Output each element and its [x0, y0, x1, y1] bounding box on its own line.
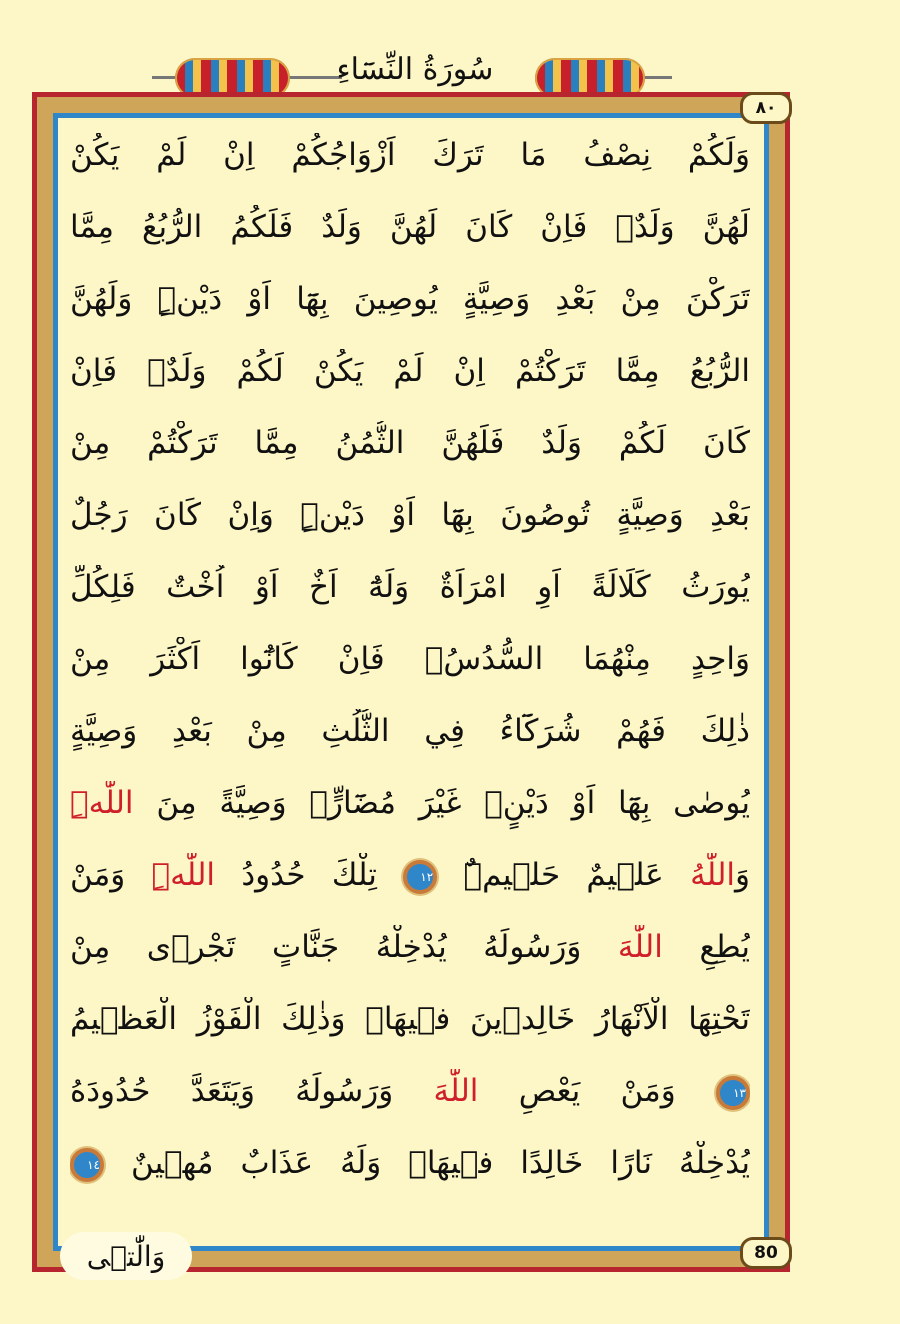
line-8: وَاحِدٍ مِنْهُمَا السُّدُسُۚ فَاِنْ كَانُٓوا اَكْثَرَ مِنْ	[70, 641, 750, 677]
line-14-text-a: وَمَنْ يَعْصِ	[478, 1073, 716, 1109]
line-11	[70, 853, 750, 905]
line-12	[70, 925, 750, 977]
divine-name: اللّٰهَ	[433, 1073, 479, 1109]
line-13: تَحْتِهَا الْاَنْهَارُ خَالِدٖينَ فٖيهَاۜ وَذٰلِكَ الْفَوْزُ الْعَظٖيمُ	[70, 1001, 750, 1037]
line-12-text-b: وَرَسُولَهُ يُدْخِلْهُ جَنَّاتٍ تَجْرٖى مِنْ	[70, 929, 618, 965]
line-10	[70, 781, 750, 833]
ayah-end-marker-icon: ١٢	[403, 860, 437, 894]
divine-name: اللّٰهِۜ	[70, 785, 134, 821]
quran-text	[70, 115, 750, 1245]
divine-name: اللّٰهَ	[617, 929, 663, 965]
ayah-end-marker-icon: ١٣	[716, 1076, 750, 1110]
line-4: الرُّبُعُ مِمَّا تَرَكْتُمْ اِنْ لَمْ يَكُنْ لَكُمْ وَلَدٌۚ فَاِنْ	[70, 353, 750, 389]
ayah-end-marker-icon: ١٤	[70, 1148, 104, 1182]
line-3: تَرَكْنَ مِنْ بَعْدِ وَصِيَّةٍ يُوصِينَ بِهَٓا اَوْ دَيْنٍۜ وَلَهُنَّ	[70, 281, 750, 317]
line-11-text-b: عَلٖيمٌ حَلٖيمٌۜ	[437, 857, 691, 893]
line-12-text-a: يُطِعِ	[662, 929, 750, 965]
line-15-text: يُدْخِلْهُ نَارًا خَالِدًا فٖيهَاۖ وَلَهُ عَذَابٌ مُهٖينٌ	[104, 1145, 750, 1181]
page-number-latin: 80	[740, 1237, 792, 1269]
page-number-arabic: ٨٠	[740, 92, 792, 124]
line-14-text-b: وَرَسُولَهُ وَيَتَعَدَّ حُدُودَهُ	[70, 1073, 434, 1109]
line-9: ذٰلِكَ فَهُمْ شُرَكَٓاءُ فِي الثُّلُثِ مِنْ بَعْدِ وَصِيَّةٍ	[70, 713, 750, 749]
line-14	[70, 1069, 750, 1121]
catchword: وَالّٰتٖى	[60, 1232, 192, 1280]
line-1: وَلَكُمْ نِصْفُ مَا تَرَكَ اَزْوَاجُكُمْ اِنْ لَمْ يَكُنْ	[70, 137, 750, 173]
divine-name: اللّٰهِۜ	[151, 857, 216, 893]
line-11-text-a: وَ	[735, 857, 750, 893]
line-11-text-c: تِلْكَ حُدُودُ	[215, 857, 404, 893]
surah-title: سُورَةُ النِّسَٓاءِ	[336, 52, 494, 87]
divine-name: اللّٰهُ	[690, 857, 736, 893]
line-6: بَعْدِ وَصِيَّةٍ تُوصُونَ بِهَٓا اَوْ دَيْنٍۜ وَاِنْ كَانَ رَجُلٌ	[70, 497, 750, 533]
line-7: يُورَثُ كَلَالَةً اَوِ امْرَاَةٌ وَلَهُٓ اَخٌ اَوْ اُخْتٌ فَلِكُلِّ	[70, 569, 750, 605]
line-11-text-d: وَمَنْ	[70, 857, 152, 893]
line-5: كَانَ لَكُمْ وَلَدٌ فَلَهُنَّ الثُّمُنُ مِمَّا تَرَكْتُمْ مِنْ	[70, 425, 750, 461]
line-10-text: يُوصٰى بِهَٓا اَوْ دَيْنٍۙ غَيْرَ مُضَٓارٍّۚ وَصِيَّةً مِنَ	[133, 785, 750, 821]
line-15	[70, 1141, 750, 1193]
line-2: لَهُنَّ وَلَدٌۚ فَاِنْ كَانَ لَهُنَّ وَلَدٌ فَلَكُمُ الرُّبُعُ مِمَّا	[70, 209, 750, 245]
